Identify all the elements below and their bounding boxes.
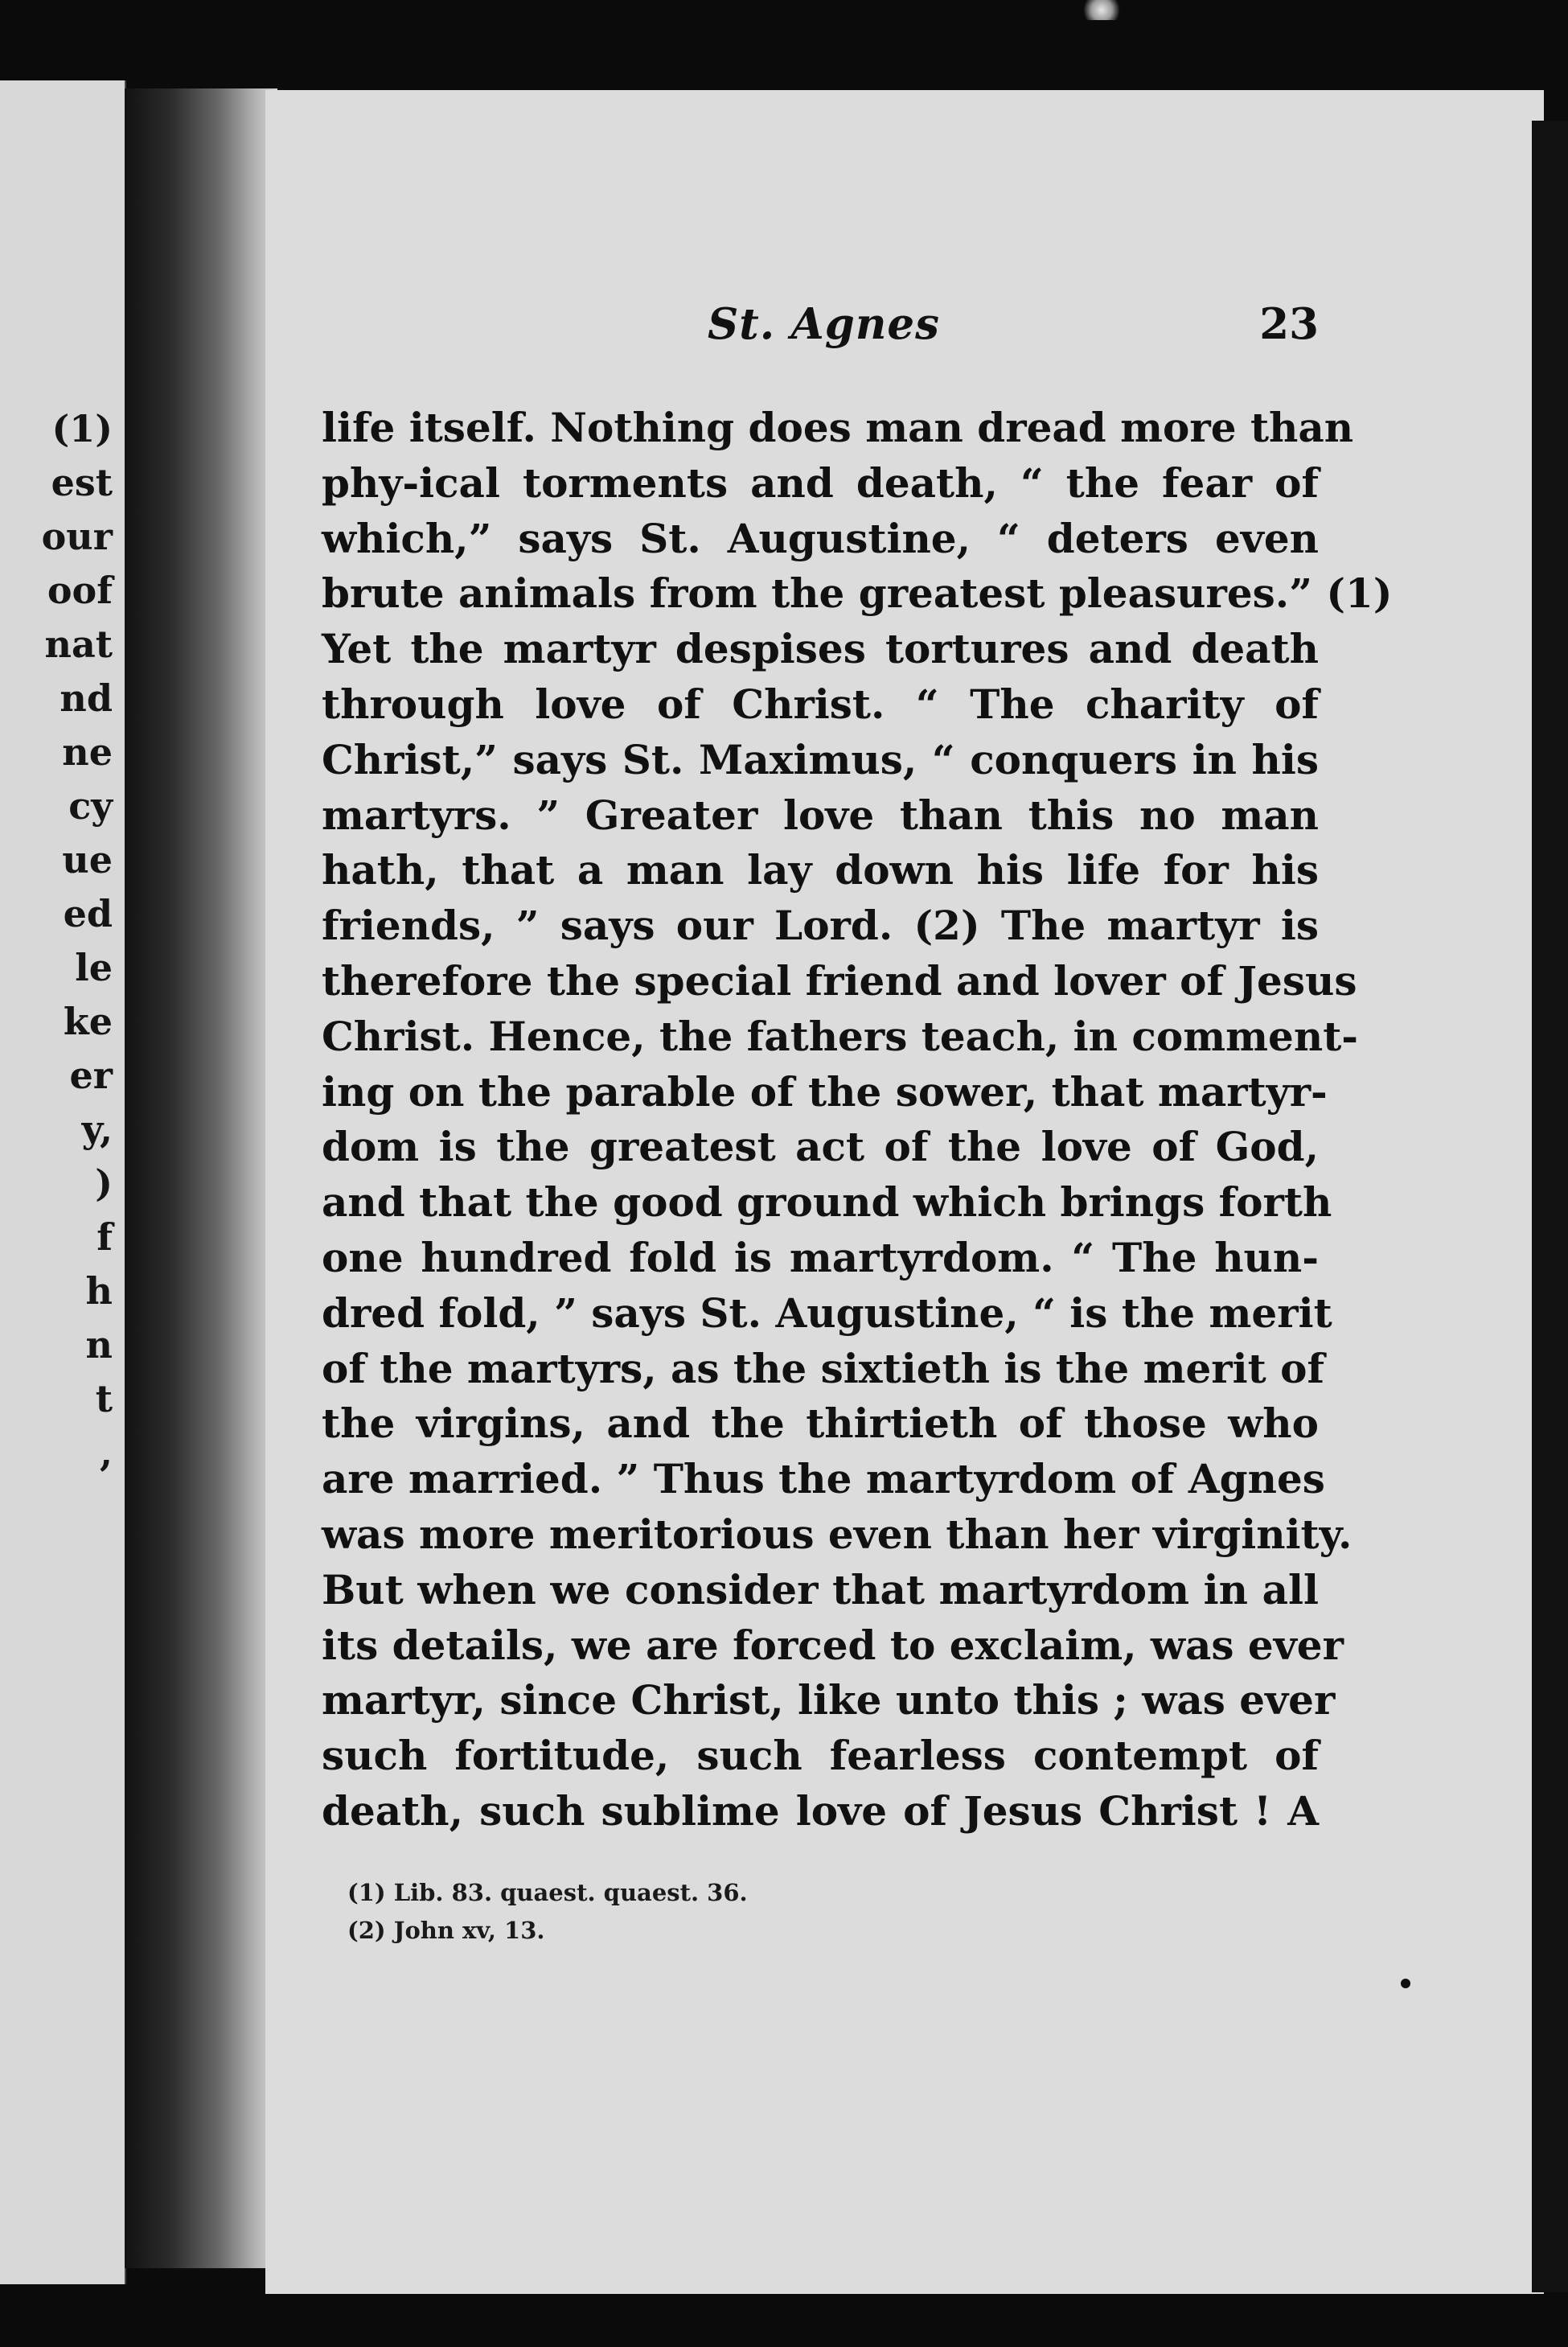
text-line: and that the good ground which brings forth bbox=[322, 1178, 1332, 1227]
running-title: St. Agnes bbox=[708, 299, 940, 349]
fragment-line: ed bbox=[63, 892, 113, 935]
scan-edge bbox=[1532, 121, 1568, 2292]
text-line: But when we consider that martyrdom in all bbox=[322, 1565, 1319, 1613]
fragment-line: ne bbox=[62, 730, 113, 774]
body-text bbox=[322, 401, 1393, 1839]
footnotes bbox=[347, 1874, 748, 1950]
fragment-line: nat bbox=[44, 623, 113, 666]
fragment-line: ue bbox=[62, 838, 113, 882]
fragment-line: f bbox=[96, 1215, 113, 1259]
text-line: therefore the special friend and lover of Jesus bbox=[322, 956, 1357, 1005]
fragment-line: t bbox=[95, 1377, 113, 1420]
text-line: brute animals from the greatest pleasures.” (1) bbox=[322, 569, 1393, 618]
text-line: Christ. Hence, the fathers teach, in comment- bbox=[322, 1012, 1359, 1060]
text-line: one hundred fold is martyrdom. “ The hun- bbox=[322, 1233, 1319, 1281]
fragment-line: le bbox=[75, 946, 113, 989]
text-line: through love of Christ. “ The charity of bbox=[322, 680, 1319, 728]
fragment-line: ke bbox=[63, 1000, 113, 1043]
text-line: are married. ” Thus the martyrdom of Agnes bbox=[322, 1455, 1325, 1503]
fragment-line: n bbox=[85, 1323, 113, 1367]
footnote: (2) John xv, 13. bbox=[347, 1917, 545, 1944]
text-line: Yet the martyr despises tortures and death bbox=[322, 625, 1319, 673]
text-line: of the martyrs, as the sixtieth is the merit of bbox=[322, 1344, 1324, 1392]
fragment-line: er bbox=[69, 1054, 113, 1097]
text-line: life itself. Nothing does man dread more than bbox=[322, 404, 1354, 451]
text-line: the virgins, and the thirtieth of those who bbox=[322, 1400, 1319, 1448]
text-line: its details, we are forced to exclaim, was ever bbox=[322, 1621, 1344, 1669]
book-gutter-shadow bbox=[125, 88, 277, 2268]
text-line: such fortitude, such fearless contempt of bbox=[322, 1732, 1319, 1780]
fragment-line: (1) bbox=[51, 407, 113, 450]
text-line: friends, ” says our Lord. (2) The martyr is bbox=[322, 902, 1319, 950]
fragment-line: ) bbox=[95, 1161, 113, 1205]
running-header bbox=[322, 299, 1319, 364]
fragment-line: est bbox=[51, 461, 113, 504]
text-line: martyrs. ” Greater love than this no man bbox=[322, 791, 1319, 839]
scan-speck bbox=[1077, 0, 1126, 20]
fragment-line: our bbox=[41, 515, 113, 558]
footnote: (1) Lib. 83. quaest. quaest. 36. bbox=[347, 1879, 748, 1906]
text-line: which,” says St. Augustine, “ deters even bbox=[322, 514, 1319, 562]
text-line: was more meritorious even than her virginity. bbox=[322, 1510, 1353, 1558]
text-line: death, such sublime love of Jesus Christ ! A bbox=[322, 1786, 1319, 1835]
fragment-line: nd bbox=[60, 676, 113, 720]
text-line: martyr, since Christ, like unto this ; was ever bbox=[322, 1676, 1336, 1724]
text-line: hath, that a man lay down his life for his bbox=[322, 846, 1319, 894]
text-line: phy-ical torments and death, “ the fear of bbox=[322, 458, 1319, 507]
fragment-line: h bbox=[85, 1269, 113, 1313]
text-line: Christ,” says St. Maximus, “ conquers in his bbox=[322, 735, 1319, 783]
scan-dot bbox=[1401, 1979, 1410, 1988]
text-line: dred fold, ” says St. Augustine, “ is the merit bbox=[322, 1289, 1332, 1337]
fragment-line: oof bbox=[47, 569, 113, 612]
fragment-line: cy bbox=[68, 784, 113, 828]
page-number: 23 bbox=[1259, 299, 1319, 349]
fragment-line: , bbox=[99, 1431, 113, 1474]
text-line: ing on the parable of the sower, that martyr- bbox=[322, 1067, 1328, 1116]
fragment-line: y, bbox=[81, 1108, 113, 1151]
facing-page-text-fragments bbox=[0, 402, 113, 1480]
text-line: dom is the greatest act of the love of God, bbox=[322, 1123, 1319, 1171]
